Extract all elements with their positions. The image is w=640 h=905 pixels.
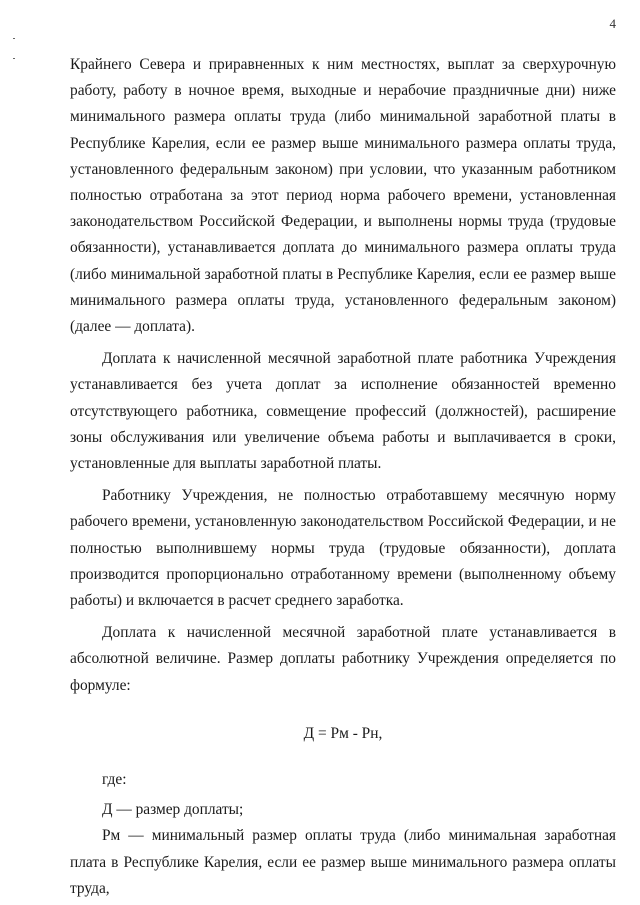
definition-d: Д — размер доплаты; bbox=[102, 801, 244, 819]
margin-mark bbox=[13, 58, 15, 59]
paragraph-formula-intro: Доплата к начисленной месячной заработной плате устанавливается в абсолютной величине. Размер доплаты работнику Учреждения определяется по формуле: bbox=[70, 624, 616, 694]
paragraph-partial-norm: Работнику Учреждения, не полностью отработавшему месячную норму рабочего времени, установленную законодательством Российской Федерации, и не полностью выполнившему нормы труда (трудовые обязанности), доплата производится пропорционально отработанному времени (выполненному объему работы) и включается в расчет среднего заработка. bbox=[70, 487, 616, 610]
margin-mark bbox=[13, 38, 15, 39]
page-number: 4 bbox=[609, 16, 616, 31]
definition-rm: Рм — минимальный размер оплаты труда (либо минимальная заработная плата в Республике Карелия, если ее размер выше минимального размера оплаты труда, bbox=[70, 827, 616, 897]
paragraph-continuation: Крайнего Севера и приравненных к ним местностях, выплат за сверхурочную работу, работу в ночное время, выходные и нерабочие праздничные дни) ниже минимального размера оплаты труда (либо минимальной заработной платы в Республике Карелия, если ее размер выше минимального размера оплаты труда, установленного федеральным законом) при условии, что указанным работником полностью отработана за этот период норма рабочего времени, установленная законодательством Российской Федерации, и выполнены нормы труда (трудовые обязанности), устанавливается доплата до минимального размера оплаты труда (либо минимальной заработной платы в Республике Карелия, если ее размер выше минимального размера оплаты труда, установленного федеральным законом) (далее — доплата). bbox=[70, 56, 616, 336]
paragraph-surcharge-basis: Доплата к начисленной месячной заработной плате работника Учреждения устанавливается без учета доплат за исполнение обязанностей временно отсутствующего работника, совмещение профессий (должностей), расширение зоны обслуживания или увеличение объема работы и выплачивается в сроки, установленные для выплаты заработной платы. bbox=[70, 350, 616, 473]
document-body bbox=[70, 52, 616, 902]
formula: Д = Рм - Рн, bbox=[303, 724, 383, 742]
where-label: где: bbox=[102, 771, 127, 789]
